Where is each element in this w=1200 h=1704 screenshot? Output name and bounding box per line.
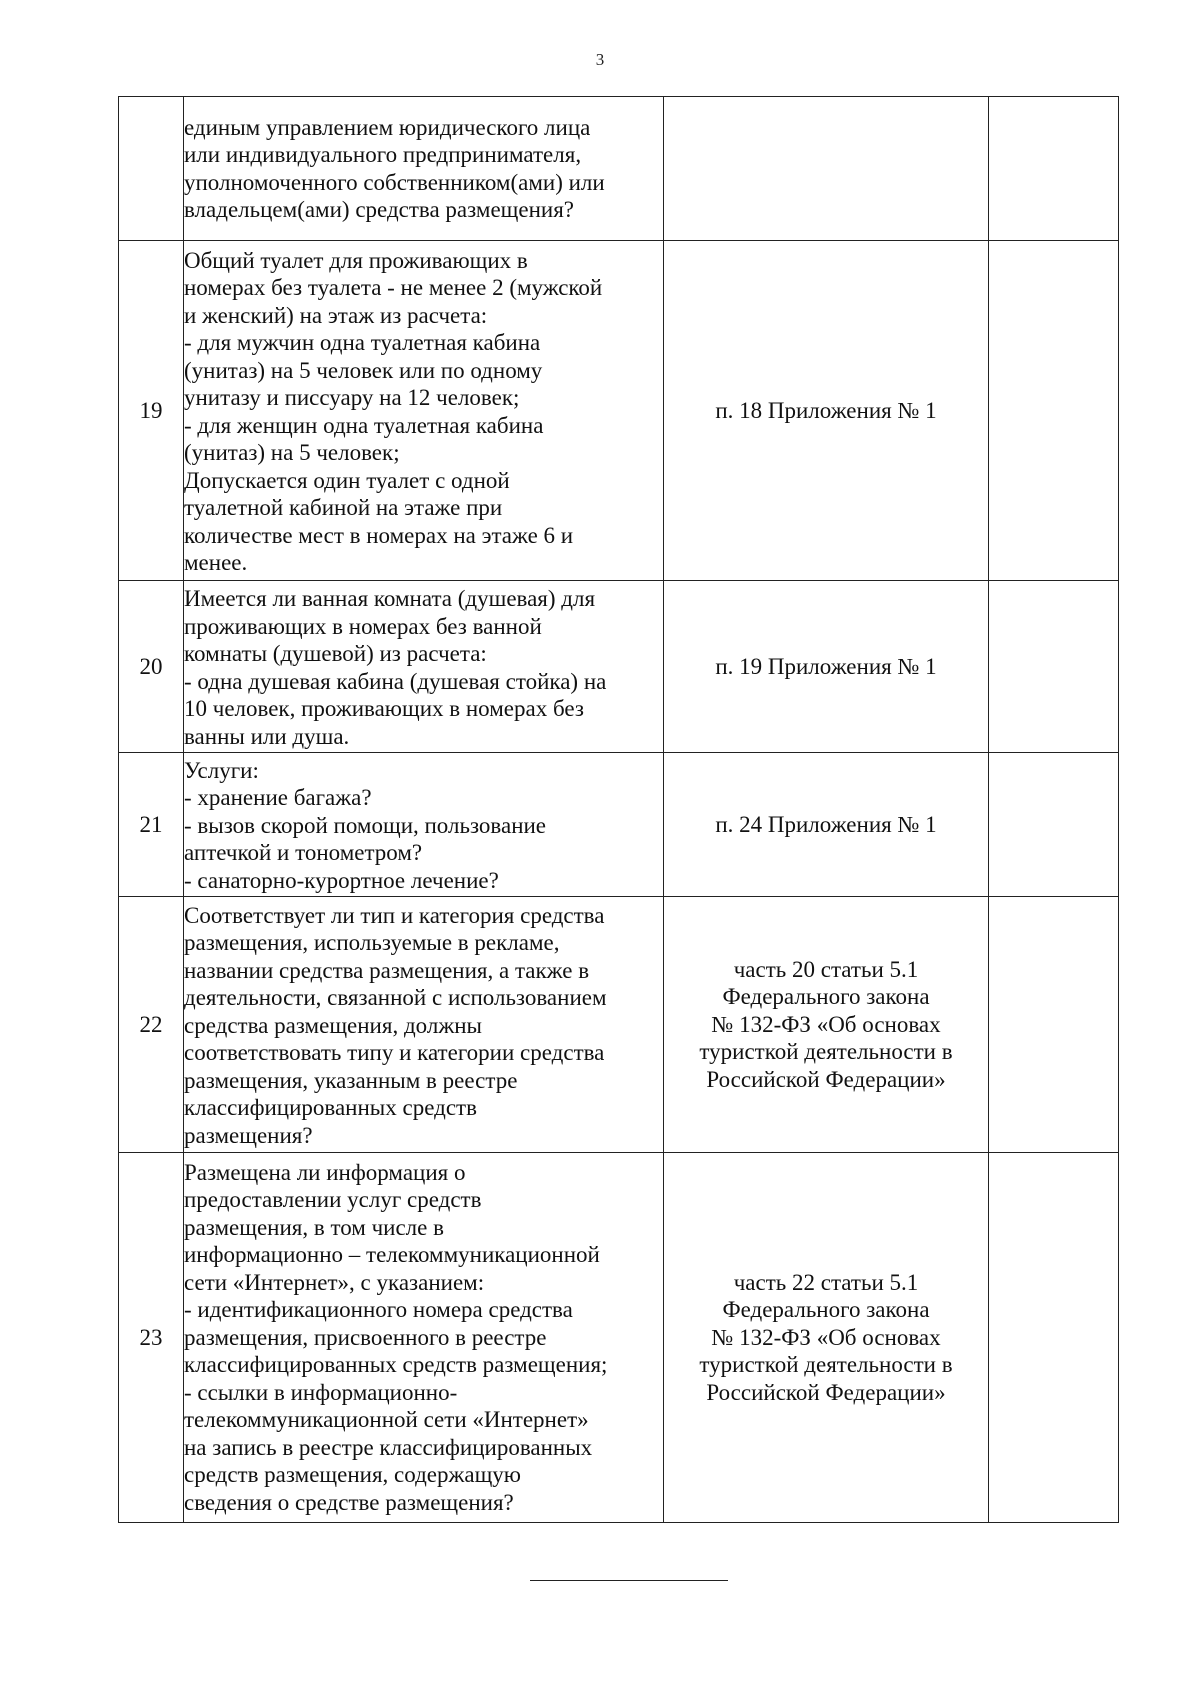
question-line: названии средства размещения, а также в (184, 957, 590, 983)
row-number: 20 (119, 581, 184, 753)
question-line: размещения, в том числе в (184, 1214, 444, 1240)
question-line: размещения, присвоенного в реестре (184, 1324, 547, 1350)
question-line: телекоммуникационной сети «Интернет» (184, 1407, 589, 1433)
row-number: 23 (119, 1153, 184, 1523)
question-line: - для мужчин одна туалетная кабина (184, 330, 541, 355)
answer-cell[interactable] (989, 241, 1119, 581)
question-line: - идентификационного номера средства (184, 1297, 573, 1323)
reference-cell (664, 1153, 989, 1523)
question-line: владельцем(ами) средства размещения? (184, 197, 574, 222)
question-line: средства размещения, должны (184, 1012, 482, 1038)
table-row (119, 1153, 1119, 1523)
question-line: Соответствует ли тип и категория средства (184, 902, 605, 928)
question-line: - ссылки в информационно- (184, 1379, 458, 1405)
reference-cell (664, 897, 989, 1153)
question-line: информационно – телекоммуникационной (184, 1242, 600, 1268)
question-line: аптечкой и тонометром? (184, 840, 423, 866)
answer-cell[interactable] (989, 897, 1119, 1153)
question-line: - хранение багажа? (184, 785, 372, 811)
question-line: комнаты (душевой) из расчета: (184, 641, 487, 666)
reference-cell (664, 753, 989, 897)
question-line: уполномоченного собственником(ами) или (184, 169, 605, 195)
row-number: 22 (119, 897, 184, 1153)
row-number (119, 97, 184, 241)
reference-line: туристкой деятельности в (699, 1352, 953, 1378)
question-line: единым управлением юридического лица (184, 114, 591, 140)
answer-cell[interactable] (989, 1153, 1119, 1523)
question-line: или индивидуального предпринимателя, (184, 142, 582, 167)
question-line: деятельности, связанной с использованием (184, 985, 607, 1011)
reference-line: часть 20 статьи 5.1 (733, 956, 919, 982)
question-cell (184, 581, 664, 753)
question-line: (унитаз) на 5 человек или по одному (184, 357, 543, 383)
question-line: (унитаз) на 5 человек; (184, 440, 400, 465)
end-divider (530, 1580, 728, 1581)
question-line: Допускается один туалет с одной (184, 467, 510, 493)
question-line: 10 человек, проживающих в номерах без (184, 696, 584, 721)
question-line: соответствовать типу и категории средства (184, 1040, 605, 1066)
question-line: классифицированных средств (184, 1095, 477, 1121)
page-number: 3 (595, 50, 605, 69)
question-line: средств размещения, содержащую (184, 1462, 521, 1488)
question-line: ванны или душа. (184, 723, 350, 749)
reference-line: № 132-ФЗ «Об основах (711, 1324, 941, 1350)
question-line: туалетной кабиной на этаже при (184, 495, 503, 520)
reference-line: Российской Федерации» (706, 1066, 946, 1092)
question-line: номерах без туалета - не менее 2 (мужской (184, 275, 603, 300)
checklist-table (118, 96, 1119, 1523)
table-row (119, 241, 1119, 581)
question-line: сведения о средстве размещения? (184, 1489, 514, 1515)
question-line: и женский) на этаж из расчета: (184, 302, 488, 328)
question-cell (184, 753, 664, 897)
row-number: 21 (119, 753, 184, 897)
table-row (119, 897, 1119, 1153)
answer-cell[interactable] (989, 753, 1119, 897)
reference-line: Федерального закона (722, 984, 930, 1010)
answer-cell[interactable] (989, 581, 1119, 753)
table-row (119, 753, 1119, 897)
table-row (119, 97, 1119, 241)
question-line: - санаторно-курортное лечение? (184, 867, 499, 893)
reference-line: Российской Федерации» (706, 1379, 946, 1405)
question-cell (184, 1153, 664, 1523)
reference-line: п. 19 Приложения № 1 (715, 653, 937, 679)
question-line: количестве мест в номерах на этаже 6 и (184, 522, 574, 548)
question-cell (184, 97, 664, 241)
reference-line: п. 24 Приложения № 1 (715, 811, 937, 837)
question-line: - одна душевая кабина (душевая стойка) на (184, 668, 607, 694)
question-line: - вызов скорой помощи, пользование (184, 812, 547, 838)
question-cell (184, 897, 664, 1153)
question-line: - для женщин одна туалетная кабина (184, 412, 544, 438)
question-line: размещения, указанным в реестре (184, 1067, 518, 1093)
reference-line: п. 18 Приложения № 1 (715, 397, 937, 423)
reference-line: № 132-ФЗ «Об основах (711, 1011, 941, 1037)
question-line: менее. (184, 550, 248, 575)
question-line: Имеется ли ванная комната (душевая) для (184, 586, 596, 611)
reference-cell (664, 241, 989, 581)
question-line: Размещена ли информация о (184, 1159, 466, 1185)
question-line: размещения, используемые в рекламе, (184, 930, 560, 956)
reference-line: часть 22 статьи 5.1 (733, 1269, 919, 1295)
question-line: проживающих в номерах без ванной (184, 613, 542, 639)
question-line: Услуги: (184, 757, 259, 783)
row-number: 19 (119, 241, 184, 581)
question-line: классифицированных средств размещения; (184, 1352, 608, 1378)
table-row (119, 581, 1119, 753)
question-line: на запись в реестре классифицированных (184, 1434, 593, 1460)
answer-cell[interactable] (989, 97, 1119, 241)
reference-line: туристкой деятельности в (699, 1039, 953, 1065)
reference-line: Федерального закона (722, 1297, 930, 1323)
question-line: сети «Интернет», с указанием: (184, 1269, 485, 1295)
question-cell (184, 241, 664, 581)
question-line: Общий туалет для проживающих в (184, 247, 528, 273)
question-line: предоставлении услуг средств (184, 1187, 482, 1213)
reference-cell (664, 97, 989, 241)
reference-cell (664, 581, 989, 753)
question-line: размещения? (184, 1122, 313, 1148)
question-line: унитазу и писсуару на 12 человек; (184, 385, 520, 410)
